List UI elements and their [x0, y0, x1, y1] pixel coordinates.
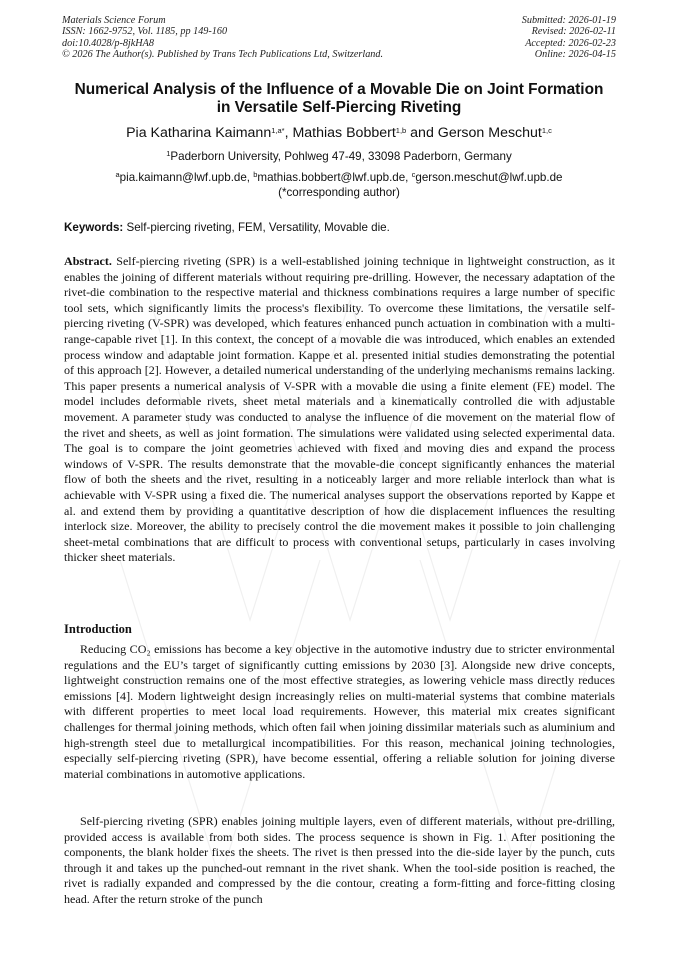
title-line-2: in Versatile Self-Piercing Riveting [216, 99, 462, 116]
abstract-text: Self-piercing riveting (SPR) is a well-established joining technique in lightweight construction, as it enables the joining of different materials without requiring pre-drilling. However, the necessary adaptation of the rivet-die combination to the respective material and thickness combinations requires a large number of specific tool sets, which significantly limits the process's flexibility. To overcome these limitations, the versatile self-piercing riveting (V-SPR) was developed, which features enhanced punch actuation in combination with a multi-range-capable rivet [1]. In this context, the concept of a movable die was introduced, which enables an extended process window and adaptable joint formation. Kappe et al. presented initial studies demonstrating the potential of this approach [2]. However, a detailed numerical understanding of the underlying mechanisms remains lacking. This paper presents a numerical analysis of V-SPR with a movable die using a finite element (FE) model. The model includes deformable rivets, sheet metal materials and a kinematically controlled die with adjustable movement. A parameter study was conducted to analyse the influence of die movement on the material flow of the rivet and sheets, as well as joint formation. The simulations were validated using selected experimental data. The goal is to compare the joint geometries achieved with fixed and moving dies and expand the process windows of V-SPR. The results demonstrate that the movable-die concept significantly enhances the material flow of both the sheets and the rivet, resulting in a noticeably larger and more reliable interlock than what is achievable with V-SPR using a fixed die. The numerical analyses support the observations reported by Kappe et al. and extend them by providing a quantitative description of how die displacement influences the resulting interlock size. Moreover, the ability to precisely control the die movement makes it possible to join challenging sheet-metal combinations that are difficult to process with conventional setups, particularly in cases involving thicker sheet materials. [64, 254, 615, 565]
email-a-marker: a [115, 170, 120, 179]
copyright-line: © 2026 The Author(s). Published by Trans Tech Publications Ltd, Switzerland. [62, 49, 384, 61]
author-3: Gerson Meschut [437, 125, 542, 141]
email-c-marker: c [411, 170, 416, 179]
author-3-marker: 1,c [541, 126, 552, 135]
revised-date: Revised: 2026-02-11 [531, 26, 616, 38]
author-1-marker: 1,a* [271, 126, 285, 135]
journal-name: Materials Science Forum [62, 15, 166, 26]
affiliation-text: Paderborn University, Pohlweg 47-49, 33098 Paderborn, Germany [170, 150, 512, 163]
submitted-date: Submitted: 2026-01-19 [521, 15, 616, 26]
affiliation [20, 150, 658, 163]
author-1: Pia Katharina Kaimann [126, 125, 272, 141]
affiliation-marker: 1 [166, 149, 171, 158]
email-c: gerson.meschut@lwf.upb.de [415, 171, 563, 184]
paper-title [40, 81, 638, 117]
online-date: Online: 2026-04-15 [534, 49, 616, 61]
email-b-marker: b [253, 170, 258, 179]
email-b: mathias.bobbert@lwf.upb.de, [257, 171, 412, 184]
journal-info [62, 15, 383, 61]
keywords [64, 221, 390, 234]
intro-paragraph-1: Reducing CO₂ emissions has become a key objective in the automotive industry due to stricter environmental regulations and the EU’s target of significantly cutting emissions by 2030 [3]. Alongside new drive concepts, lightweight construction remains one of the most effective strategies, as lowering vehicle mass directly reduces emissions [4]. Modern lightweight design increasingly relies on multi-material systems that combine materials with different properties to meet local load requirements. However, this material mix creates significant challenges for thermal joining methods, which often fail when joining dissimilar materials such as aluminium and high-strength steel due to metallurgical incompatibilities. For this reason, mechanical joining technologies, especially self-piercing riveting (SPR), have become essential, offering a reliable solution for joining diverse material combinations in automotive applications. [64, 642, 615, 781]
author-2: Mathias Bobbert [292, 125, 396, 141]
abstract [64, 254, 615, 566]
author-list [20, 124, 658, 142]
author-separator: , [284, 125, 293, 141]
issn-line: ISSN: 1662-9752, Vol. 1185, pp 149-160 [62, 26, 228, 38]
abstract-label: Abstract. [64, 254, 112, 268]
doi-line: doi:10.4028/p-8jkHA8 [62, 37, 154, 49]
author-2-marker: 1,b [395, 126, 407, 135]
author-separator: and [406, 125, 438, 141]
keywords-text: Self-piercing riveting, FEM, Versatility, Movable die. [123, 221, 390, 234]
title-line-1: Numerical Analysis of the Influence of a Movable Die on Joint Formation [74, 81, 604, 98]
dates-info [522, 15, 616, 61]
corresponding-note: (*corresponding author) [278, 186, 400, 199]
email-a: pia.kaimann@lwf.upb.de, [119, 171, 254, 184]
keywords-label: Keywords: [64, 221, 124, 234]
section-heading-introduction: Introduction [64, 622, 132, 636]
intro-paragraph-2: Self-piercing riveting (SPR) enables joining multiple layers, even of different materials, without pre-drilling, provided access is available from both sides. The process sequence is shown in Fig. 1. After positioning the components, the blank holder fixes the sheets. The rivet is then pressed into the die-side layer by the punch, cuts through it and takes up the punched-out remnant in the rivet shank. When the tool-side position is reached, the rivet is radially expanded and compressed by the die contour, creating a form-fitting and force-fitting closing head. After the return stroke of the punch [64, 814, 615, 906]
email-list [20, 171, 658, 184]
accepted-date: Accepted: 2026-02-23 [525, 37, 616, 49]
